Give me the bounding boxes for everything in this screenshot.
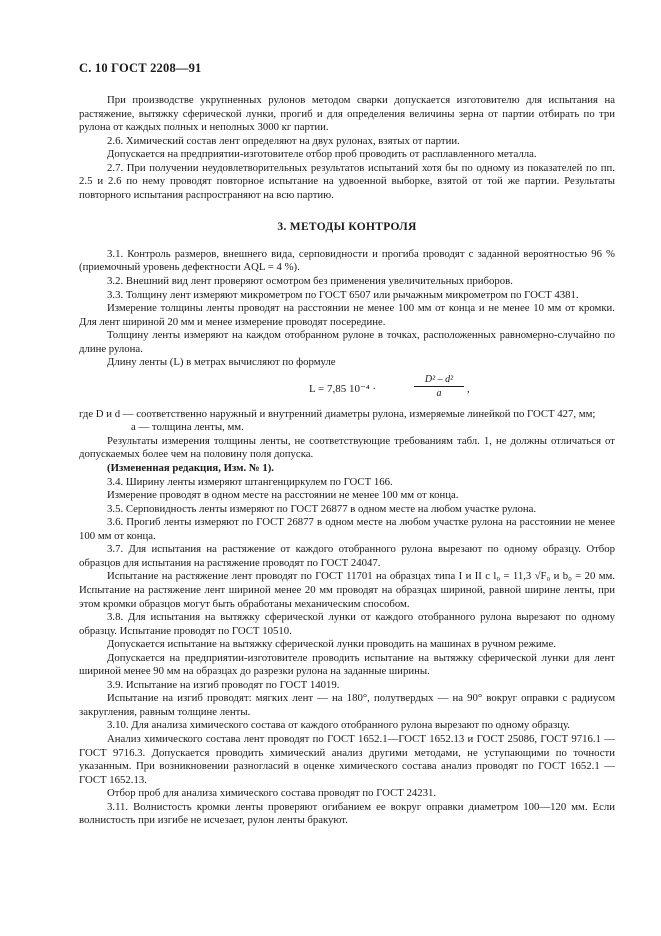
paragraph: Испытание на растяжение лент проводят по ГОСТ 11701 на образцах типа I и II с l₀ = 11,3 √F₀ и b₀ = 20 мм. Испытание на растяжение лент шириной менее 20 мм проводят на образцах шириной, равной ширине ленты, при этом кромки образцов могут быть обработаны механическим способом. <box>79 570 615 610</box>
formula-denominator: a <box>436 388 442 400</box>
paragraph: 3.7. Для испытания на растяжение от каждого отобранного рулона вырезают по одному образцу. Отбор образцов для испытания на растяжение проводят по ГОСТ 24047. <box>79 543 615 569</box>
formula-lhs: L = 7,85 10⁻⁴ · <box>309 382 377 395</box>
where-clause: a — толщина ленты, мм. <box>131 421 244 434</box>
page-header: С. 10 ГОСТ 2208—91 <box>79 61 202 75</box>
paragraph: Допускается испытание на вытяжку сферической лунки проводить на машинах в ручном режиме. <box>107 638 556 651</box>
paragraph: Анализ химического состава лент проводят по ГОСТ 1652.1—ГОСТ 1652.13 и ГОСТ 25086, ГОСТ 9716.1 — ГОСТ 9716.3. Допускается проводить химический анализ другими методами, не уступающими по точности указанным. При возникновении разногласий в оценке химического состава анализ проводят по ГОСТ 1652.1 — ГОСТ 1652.13. <box>79 732 615 786</box>
paragraph: Результаты измерения толщины ленты, не соответствующие требованиям табл. 1, не должны отличаться от допускаемых более чем на половину поля допуска. <box>79 434 615 461</box>
formula-fraction <box>414 373 464 401</box>
paragraph: 2.7. При получении неудовлетворительных результатов испытаний хотя бы по одному из показателей по пп. 2.5 и 2.6 по нему проводят повторное испытание на удвоенной выборке, взятой от той же партии. Результаты повторного испытания распространяют на всю партию. <box>79 161 615 201</box>
paragraph: 3.11. Волнистость кромки ленты проверяют огибанием ее вокруг оправки диаметром 100—120 мм. Если волнистость при изгибе не исчезает, рулон ленты бракуют. <box>79 800 615 827</box>
paragraph: 3.1. Контроль размеров, внешнего вида, серповидности и прогиба проводят с заданной вероятностью 96 % (приемочный уровень дефектности AQL = 4 %). <box>79 247 615 274</box>
paragraph: Измерение проводят в одном месте на расстоянии не менее 100 мм от конца. <box>107 489 459 502</box>
document-body <box>79 94 615 828</box>
paragraph: 3.5. Серповидность ленты измеряют по ГОСТ 26877 в одном месте на любом участке рулона. <box>107 502 537 515</box>
formula-tail: , <box>467 382 470 395</box>
paragraph: Испытание на изгиб проводят: мягких лент — на 180°, полутвердых — на 90° вокруг оправки с радиусом закругления, равным толщине ленты. <box>79 692 615 718</box>
paragraph: 3.8. Для испытания на вытяжку сферической лунки от каждого отобранного рулона вырезают по одному образцу. Испытание проводят по ГОСТ 10510. <box>79 611 615 637</box>
paragraph: 3.9. Испытание на изгиб проводят по ГОСТ 14019. <box>107 678 340 691</box>
paragraph: Допускается на предприятии-изготовителе проводить испытание на вытяжку сферической лунки для лент шириной менее 90 мм на образцах до разрезки рулона на заданные ширины. <box>79 651 615 678</box>
paragraph: Длину ленты (L) в метрах вычисляют по формуле <box>107 356 336 369</box>
section-title: 3. МЕТОДЫ КОНТРОЛЯ <box>277 221 417 234</box>
paragraph: При производстве укрупненных рулонов методом сварки допускается изготовителю для испытания на растяжение, вытяжку сферической лунки, прогиб и для определения величины зерна от партии отбирать по три рулона от каждых полных и неполных 3000 кг партии. <box>79 94 615 134</box>
paragraph: 3.2. Внешний вид лент проверяют осмотром без применения увеличительных приборов. <box>107 275 513 288</box>
paragraph: 3.6. Прогиб ленты измеряют по ГОСТ 26877 в одном месте на любом участке рулона на расстоянии не менее 100 мм от конца. <box>79 516 615 542</box>
paragraph: 3.3. Толщину лент измеряют микрометром по ГОСТ 6507 или рычажным микрометром по ГОСТ 4381. <box>107 288 579 301</box>
paragraph: 2.6. Химический состав лент определяют на двух рулонах, взятых от партии. <box>107 134 460 147</box>
formula-numerator: D² – d² <box>414 373 464 388</box>
paragraph: 3.10. Для анализа химического состава от каждого отобранного рулона вырезают по одному образцу. <box>107 719 570 732</box>
edition-note: (Измененная редакция, Изм. № 1). <box>107 462 274 475</box>
paragraph: 3.4. Ширину ленты измеряют штангенциркулем по ГОСТ 166. <box>107 475 393 488</box>
paragraph: Измерение толщины ленты проводят на расстоянии не менее 100 мм от конца и не менее 10 мм от кромки. Для лент шириной 20 мм и менее измерение проводят посередине. <box>79 302 615 328</box>
paragraph: Отбор проб для анализа химического состава проводят по ГОСТ 24231. <box>107 787 437 800</box>
paragraph: Толщину ленты измеряют на каждом отобранном рулоне в точках, расположенных равномерно-случайно по длине рулона. <box>79 329 615 355</box>
paragraph: Допускается на предприятии-изготовителе отбор проб проводить от расплавленного металла. <box>107 148 537 161</box>
where-clause: где D и d — соответственно наружный и внутренний диаметры рулона, измеряемые линейкой по ГОСТ 427, мм; <box>79 407 596 420</box>
length-formula <box>119 374 615 404</box>
